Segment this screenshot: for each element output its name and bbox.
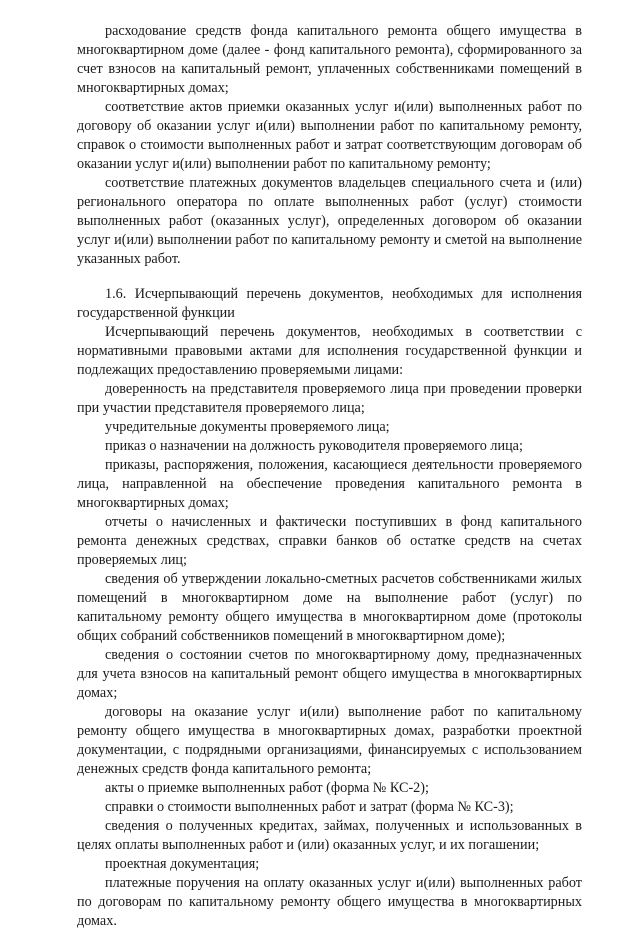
list-item-loans-info: сведения о полученных кредитах, займах, полученных и использованных в целях оплаты выполненных работ и (или) оказанных услуг, и их погашении;	[77, 818, 582, 853]
list-item-ks2-acts: акты о приемке выполненных работ (форма № КС-2);	[105, 780, 429, 796]
section-spacer	[77, 269, 582, 285]
list-item-fund-reports: отчеты о начисленных и фактически поступивших в фонд капитального ремонта денежных средствах, справки банков об остатке средств на счетах проверяемых лиц;	[77, 514, 582, 568]
list-item-project-documentation: проектная документация;	[105, 856, 260, 872]
document-page	[77, 22, 582, 931]
list-item-power-of-attorney: доверенность на представителя проверяемого лица при проведении проверки при участии представителя проверяемого лица;	[77, 381, 582, 416]
paragraph-document-list-intro: Исчерпывающий перечень документов, необходимых в соответствии с нормативными правовыми актами для исполнения государственной функции и подлежащих предоставлению проверяемыми лицами:	[77, 324, 582, 378]
list-item-ks3-certificates: справки о стоимости выполненных работ и затрат (форма № КС-3);	[105, 799, 514, 815]
paragraph-capital-repair-fund-spending: расходование средств фонда капитального ремонта общего имущества в многоквартирном доме (далее - фонд капитального ремонта), сформированного за счет взносов на капитальный ремонт, уплаченных собственниками помещений в многоквартирных домах;	[77, 23, 582, 96]
list-item-constituent-documents: учредительные документы проверяемого лица;	[105, 419, 390, 435]
paragraph-payment-documents-compliance: соответствие платежных документов владельцев специального счета и (или) регионального оператора по оплате выполненных работ (услуг) стоимости выполненных работ (оказанных услуг), определенных договором об оказании услуг и(или) выполнении работ по капитальному ремонту и сметой на выполнение указанных работ.	[77, 175, 582, 267]
paragraph-acceptance-acts-compliance: соответствие актов приемки оказанных услуг и(или) выполненных работ по договору об оказании услуг и(или) выполнении работ по капитальному ремонту, справок о стоимости выполненных работ и затрат соответствующим договорам об оказании услуг и(или) выполнении работ по капитальному ремонту;	[77, 99, 582, 172]
list-item-orders-regulations: приказы, распоряжения, положения, касающиеся деятельности проверяемого лица, направленной на обеспечение проведения капитального ремонта в многоквартирных домах;	[77, 457, 582, 511]
section-heading: 1.6. Исчерпывающий перечень документов, необходимых для исполнения государственной функции	[77, 286, 582, 321]
list-item-account-status-info: сведения о состоянии счетов по многоквартирному дому, предназначенных для учета взносов на капитальный ремонт общего имущества в многоквартирных домах;	[77, 647, 582, 701]
list-item-estimate-approval-info: сведения об утверждении локально-сметных расчетов собственниками жилых помещений в многоквартирном доме на выполнение работ (услуг) по капитальному ремонту общего имущества в многоквартирном доме (протоколы общих собраний собственников помещений в многоквартирном доме);	[77, 571, 582, 644]
list-item-director-appointment-order: приказ о назначении на должность руководителя проверяемого лица;	[105, 438, 523, 454]
list-item-payment-orders: платежные поручения на оплату оказанных услуг и(или) выполненных работ по договорам по капитальному ремонту общего имущества в многоквартирных домах.	[77, 875, 582, 929]
list-item-service-contracts: договоры на оказание услуг и(или) выполнение работ по капитальному ремонту общего имущества в многоквартирных домах, разработки проектной документации, с подрядными организациями, финансируемых с использованием денежных средств фонда капитального ремонта;	[77, 704, 582, 777]
